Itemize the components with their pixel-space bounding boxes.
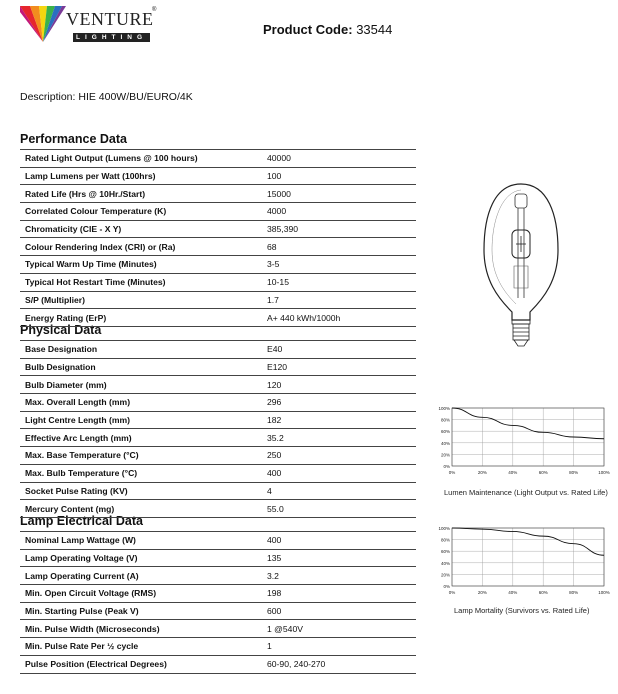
row-value: 15000 <box>262 185 416 203</box>
row-value: 120 <box>262 376 416 394</box>
table-row <box>20 464 416 482</box>
table-row <box>20 567 416 585</box>
row-value: 10-15 <box>262 273 416 291</box>
table-row <box>20 256 416 274</box>
x-tick-label: 80% <box>569 590 579 595</box>
table-row <box>20 167 416 185</box>
lumen-maintenance-caption: Lumen Maintenance (Light Output vs. Rated Life) <box>444 488 608 497</box>
lumen-maintenance-chart <box>432 400 612 480</box>
row-value: 3-5 <box>262 256 416 274</box>
row-key: Rated Life (Hrs @ 10Hr./Start) <box>20 185 262 203</box>
row-value: 55.0 <box>262 500 416 518</box>
section-title-electrical: Lamp Electrical Data <box>20 514 143 528</box>
row-value: 198 <box>262 585 416 603</box>
x-tick-label: 0% <box>448 470 456 475</box>
product-code-value: 33544 <box>356 22 393 37</box>
row-value: 400 <box>262 464 416 482</box>
x-tick-label: 40% <box>508 590 518 595</box>
row-value: E120 <box>262 358 416 376</box>
table-row <box>20 585 416 603</box>
row-value: 135 <box>262 549 416 567</box>
table-row <box>20 447 416 465</box>
row-key: Lamp Operating Voltage (V) <box>20 549 262 567</box>
table-row <box>20 273 416 291</box>
description: Description: HIE 400W/BU/EURO/4K <box>20 91 193 103</box>
y-tick-label: 20% <box>440 452 450 458</box>
y-tick-label: 60% <box>440 429 450 435</box>
y-tick-label: 80% <box>440 417 450 423</box>
section-title-physical: Physical Data <box>20 323 102 337</box>
table-row <box>20 291 416 309</box>
table-row <box>20 376 416 394</box>
plot-frame <box>452 528 604 586</box>
table-row <box>20 500 416 518</box>
row-value: 250 <box>262 447 416 465</box>
table-row <box>20 602 416 620</box>
row-key: Colour Rendering Index (CRI) or (Ra) <box>20 238 262 256</box>
table-row <box>20 638 416 656</box>
row-value: E40 <box>262 341 416 359</box>
table-row <box>20 532 416 550</box>
product-code-label: Product Code: <box>263 22 353 37</box>
row-key: Correlated Colour Temperature (K) <box>20 203 262 221</box>
row-key: S/P (Multiplier) <box>20 291 262 309</box>
row-value: 100 <box>262 167 416 185</box>
lamp-mortality-chart <box>432 520 612 600</box>
row-key: Nominal Lamp Wattage (W) <box>20 532 262 550</box>
row-key: Chromaticity (CIE - X Y) <box>20 220 262 238</box>
row-value: 35.2 <box>262 429 416 447</box>
table-row <box>20 655 416 673</box>
y-tick-label: 80% <box>440 537 450 543</box>
row-value: 60-90, 240-270 <box>262 655 416 673</box>
y-tick-label: 0% <box>443 464 450 469</box>
lamp-illustration <box>476 180 566 350</box>
x-tick-label: 60% <box>538 470 548 475</box>
x-tick-label: 100% <box>598 470 610 475</box>
table-row <box>20 220 416 238</box>
x-tick-label: 20% <box>477 590 487 595</box>
table-row <box>20 429 416 447</box>
section-title-performance: Performance Data <box>20 132 127 146</box>
x-tick-label: 100% <box>598 590 610 595</box>
row-key: Min. Pulse Width (Microseconds) <box>20 620 262 638</box>
row-key: Max. Base Temperature (°C) <box>20 447 262 465</box>
x-tick-label: 80% <box>569 470 579 475</box>
row-value: 68 <box>262 238 416 256</box>
table-row <box>20 358 416 376</box>
row-key: Mercury Content (mg) <box>20 500 262 518</box>
table-row <box>20 549 416 567</box>
row-value: 182 <box>262 411 416 429</box>
product-code <box>263 22 392 37</box>
row-value: 4000 <box>262 203 416 221</box>
table-row <box>20 203 416 221</box>
row-key: Base Designation <box>20 341 262 359</box>
lamp-mortality-caption: Lamp Mortality (Survivors vs. Rated Life) <box>454 606 590 615</box>
row-key: Typical Hot Restart Time (Minutes) <box>20 273 262 291</box>
registered-mark: ® <box>152 7 157 13</box>
row-key: Lamp Operating Current (A) <box>20 567 262 585</box>
row-value: 40000 <box>262 150 416 168</box>
row-value: 296 <box>262 394 416 412</box>
row-value: 385,390 <box>262 220 416 238</box>
y-tick-label: 20% <box>440 572 450 578</box>
row-key: Bulb Designation <box>20 358 262 376</box>
row-value: 4 <box>262 482 416 500</box>
row-value: 1 <box>262 638 416 656</box>
row-key: Max. Bulb Temperature (°C) <box>20 464 262 482</box>
row-key: Min. Open Circuit Voltage (RMS) <box>20 585 262 603</box>
row-value: 600 <box>262 602 416 620</box>
table-row <box>20 341 416 359</box>
table-row <box>20 482 416 500</box>
y-tick-label: 60% <box>440 549 450 555</box>
row-key: Energy Rating (ErP) <box>20 309 262 327</box>
row-key: Min. Pulse Rate Per ½ cycle <box>20 638 262 656</box>
row-value: 3.2 <box>262 567 416 585</box>
physical-table <box>20 340 416 518</box>
table-row <box>20 238 416 256</box>
y-tick-label: 100% <box>438 526 450 531</box>
table-row <box>20 309 416 327</box>
table-row <box>20 411 416 429</box>
row-key: Pulse Position (Electrical Degrees) <box>20 655 262 673</box>
row-key: Max. Overall Length (mm) <box>20 394 262 412</box>
series-line <box>452 408 604 439</box>
row-value: A+ 440 kWh/1000h <box>262 309 416 327</box>
y-tick-label: 0% <box>443 584 450 589</box>
x-tick-label: 0% <box>448 590 456 595</box>
x-tick-label: 60% <box>538 590 548 595</box>
y-tick-label: 40% <box>440 440 450 446</box>
row-key: Rated Light Output (Lumens @ 100 hours) <box>20 150 262 168</box>
table-row <box>20 620 416 638</box>
row-key: Socket Pulse Rating (KV) <box>20 482 262 500</box>
performance-table <box>20 149 416 327</box>
y-tick-label: 100% <box>438 406 450 411</box>
row-value: 400 <box>262 532 416 550</box>
electrical-table <box>20 531 416 674</box>
row-key: Min. Starting Pulse (Peak V) <box>20 602 262 620</box>
row-key: Typical Warm Up Time (Minutes) <box>20 256 262 274</box>
row-key: Lamp Lumens per Watt (100hrs) <box>20 167 262 185</box>
brand-subtitle: LIGHTING <box>73 33 150 42</box>
table-row <box>20 150 416 168</box>
row-value: 1.7 <box>262 291 416 309</box>
row-key: Bulb Diameter (mm) <box>20 376 262 394</box>
table-row <box>20 394 416 412</box>
y-tick-label: 40% <box>440 560 450 566</box>
table-row <box>20 185 416 203</box>
x-tick-label: 40% <box>508 470 518 475</box>
row-value: 1 @540V <box>262 620 416 638</box>
row-key: Effective Arc Length (mm) <box>20 429 262 447</box>
row-key: Light Centre Length (mm) <box>20 411 262 429</box>
brand-name: VENTURE <box>66 9 154 29</box>
x-tick-label: 20% <box>477 470 487 475</box>
